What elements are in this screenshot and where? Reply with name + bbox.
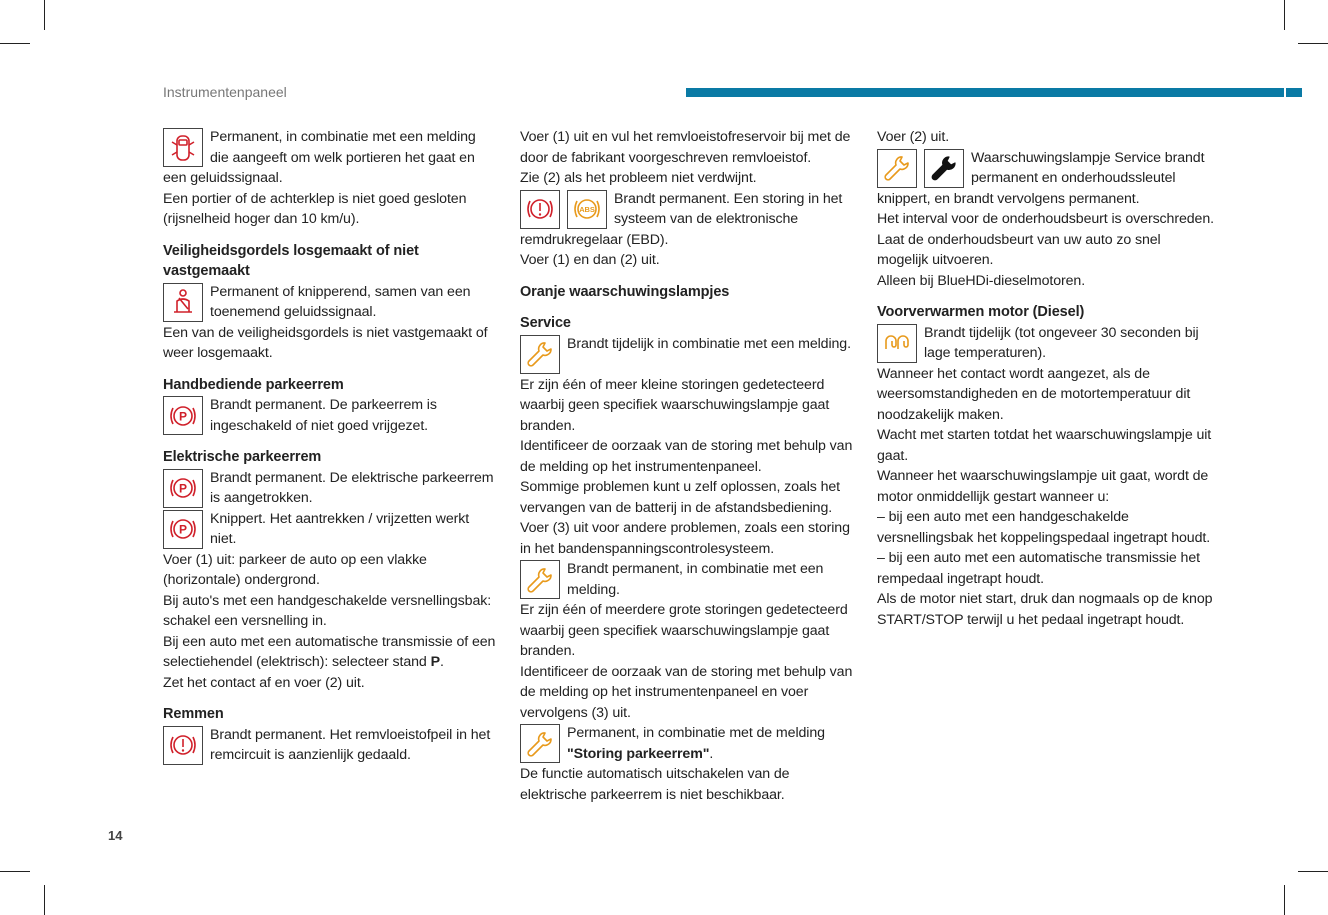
text: Brandt permanent. De elektrische parkeerrem is aangetrokken. <box>210 469 494 506</box>
text: Zet het contact af en voer (2) uit. <box>163 674 365 691</box>
text: Voer (2) uit. <box>877 129 950 145</box>
service-wrench-icon <box>520 724 560 763</box>
text <box>520 723 858 764</box>
abs-label: ABS <box>579 205 595 214</box>
text: Brandt tijdelijk (tot ongeveer 30 seconden bij lage temperaturen). <box>924 324 1199 361</box>
heading: Oranje waarschuwingslampjes <box>520 283 730 300</box>
text: Voer (3) uit voor andere problemen, zoals een storing in het bandenspanningscontrolesysteem. <box>520 520 850 557</box>
text: Permanent of knipperend, samen van een toenemend geluidssignaal. <box>210 283 471 320</box>
text: – bij een auto met een automatische transmissie het rempedaal ingetrapt houdt. <box>877 550 1200 587</box>
crop-mark <box>0 871 30 872</box>
crop-mark <box>44 0 45 30</box>
service-wrench-icon <box>877 149 917 188</box>
warning-maintenance <box>877 148 1215 210</box>
text: Zie (2) als het probleem niet verdwijnt. <box>520 170 757 186</box>
text <box>163 632 498 673</box>
text: Voer (1) uit en vul het remvloeistofreservoir bij met de door de fabrikant voorgeschreven remvloeistof. <box>520 129 851 166</box>
maintenance-wrench-icon <box>924 149 964 188</box>
warning-service-1 <box>520 334 858 375</box>
column-left <box>163 127 498 766</box>
text: Knippert. Het aantrekken / vrijzetten werkt niet. <box>210 510 470 547</box>
door-open-icon <box>163 128 203 167</box>
text: Sommige problemen kunt u zelf oplossen, zoals het vervangen van de batterij in de afstandsbediening. <box>520 479 841 516</box>
text: Identificeer de oorzaak van de storing met behulp van de melding op het instrumentenpaneel. <box>520 438 853 475</box>
text: Voer (1) uit: parkeer de auto op een vlakke (horizontale) ondergrond. <box>163 551 427 588</box>
text: De functie automatisch uitschakelen van de elektrische parkeerrem is niet beschikbaar. <box>520 766 790 803</box>
heading: Handbediende parkeerrem <box>163 376 344 393</box>
text: Brandt permanent. Het remvloeistofpeil in het remcircuit is aanzienlijk gedaald. <box>210 726 491 763</box>
text: Permanent, in combinatie met een melding die aangeeft om welk portieren het gaat en een geluidssignaal. <box>163 129 476 186</box>
text: Brandt tijdelijk in combinatie met een melding. <box>567 335 851 352</box>
text: Er zijn één of meer kleine storingen gedetecteerd waarbij geen specifiek waarschuwingslampje gaat branden. <box>520 376 830 434</box>
warning-ebd <box>520 189 858 251</box>
text: . <box>709 745 714 762</box>
crop-mark <box>1298 43 1328 44</box>
heading: Elektrische parkeerrem <box>163 449 322 465</box>
parking-brake-icon <box>163 510 203 549</box>
header-accent-bar-end <box>1286 88 1302 97</box>
page-number: 14 <box>108 828 123 843</box>
heading: Remmen <box>163 706 224 722</box>
text: Wanneer het contact wordt aangezet, als de weersomstandigheden en de motortemperatuur dit noodzakelijk maken. <box>877 365 1191 423</box>
brake-warning-icon <box>520 190 560 229</box>
text: Brandt permanent. Een storing in het systeem van de elektronische remdrukregelaar (EBD). <box>520 190 843 248</box>
abs-icon <box>567 190 607 229</box>
text: Het interval voor de onderhoudsbeurt is overschreden. <box>877 211 1214 227</box>
svg-text:P: P <box>179 481 187 496</box>
warning-door <box>163 127 498 189</box>
text: Als de motor niet start, druk dan nogmaals op de knop START/STOP terwijl u het pedaal ingetrapt houdt. <box>877 591 1213 628</box>
service-wrench-icon <box>520 335 560 374</box>
parking-brake-icon <box>163 396 203 435</box>
text: Wanneer het waarschuwingslampje uit gaat, wordt de motor onmiddellijk gestart wanneer u: <box>877 468 1209 505</box>
svg-text:P: P <box>179 409 187 423</box>
section-title: Instrumentenpaneel <box>163 84 287 100</box>
crop-mark <box>1298 871 1328 872</box>
text: Identificeer de oorzaak van de storing met behulp van de melding op het instrumentenpaneel en voer vervolgens (3) uit. <box>520 663 853 721</box>
warning-belt <box>163 282 498 323</box>
heading: Veiligheidsgordels losgemaakt of niet vastgemaakt <box>163 242 419 279</box>
heading: Voorverwarmen motor (Diesel) <box>877 304 1085 320</box>
text: Brandt permanent, in combinatie met een melding. <box>567 561 824 598</box>
column-right <box>877 127 1215 630</box>
text: Permanent, in combinatie met de melding <box>567 725 825 741</box>
text: Een van de veiligheidsgordels is niet vastgemaakt of weer losgemaakt. <box>163 324 488 361</box>
text: Brandt permanent. De parkeerrem is ingeschakeld of niet goed vrijgezet. <box>210 397 437 434</box>
warning-brakes <box>163 725 498 766</box>
text: Wacht met starten totdat het waarschuwingslampje uit gaat. <box>877 427 1212 464</box>
warning-hand-brake <box>163 395 498 436</box>
brake-warning-icon <box>163 726 203 765</box>
warning-elec-brake-1 <box>163 468 498 509</box>
text: . <box>439 654 444 670</box>
gear-position: P <box>430 654 440 670</box>
header-accent-bar <box>686 88 1284 97</box>
text: Voer (1) en dan (2) uit. <box>520 252 660 268</box>
text: Er zijn één of meerdere grote storingen gedetecteerd waarbij geen specifiek waarschuwingslampje gaat branden. <box>520 602 848 659</box>
crop-mark <box>1284 885 1285 915</box>
warning-glow-plug <box>877 323 1215 364</box>
crop-mark <box>44 885 45 915</box>
heading: Service <box>520 315 571 331</box>
text: Alleen bij BlueHDi-dieselmotoren. <box>877 272 1086 289</box>
svg-text:P: P <box>179 522 187 537</box>
warning-elec-brake-2 <box>163 509 498 550</box>
warning-service-3 <box>520 723 858 764</box>
crop-mark <box>0 43 30 44</box>
text: Bij een auto met een automatische transmissie of een selectiehendel (elektrisch): selecteer stand <box>163 633 496 670</box>
glow-plug-icon <box>877 324 917 363</box>
text: Laat de onderhoudsbeurt van uw auto zo snel mogelijk uitvoeren. <box>877 231 1161 268</box>
warning-service-2 <box>520 559 858 600</box>
message-name: "Storing parkeerrem" <box>567 745 710 762</box>
parking-brake-icon <box>163 469 203 508</box>
text: Bij auto's met een handgeschakelde versnellingsbak: schakel een versnelling in. <box>163 592 492 629</box>
service-wrench-icon <box>520 560 560 599</box>
text: Waarschuwingslampje Service brandt permanent en onderhoudssleutel knippert, en brandt vervolgens permanent. <box>877 149 1205 207</box>
crop-mark <box>1284 0 1285 30</box>
text: Een portier of de achterklep is niet goed gesloten (rijsnelheid hoger dan 10 km/u). <box>163 190 467 227</box>
column-middle <box>520 127 858 805</box>
text: – bij een auto met een handgeschakelde versnellingsbak het koppelingspedaal ingetrapt houdt. <box>877 509 1211 546</box>
seatbelt-icon <box>163 283 203 322</box>
